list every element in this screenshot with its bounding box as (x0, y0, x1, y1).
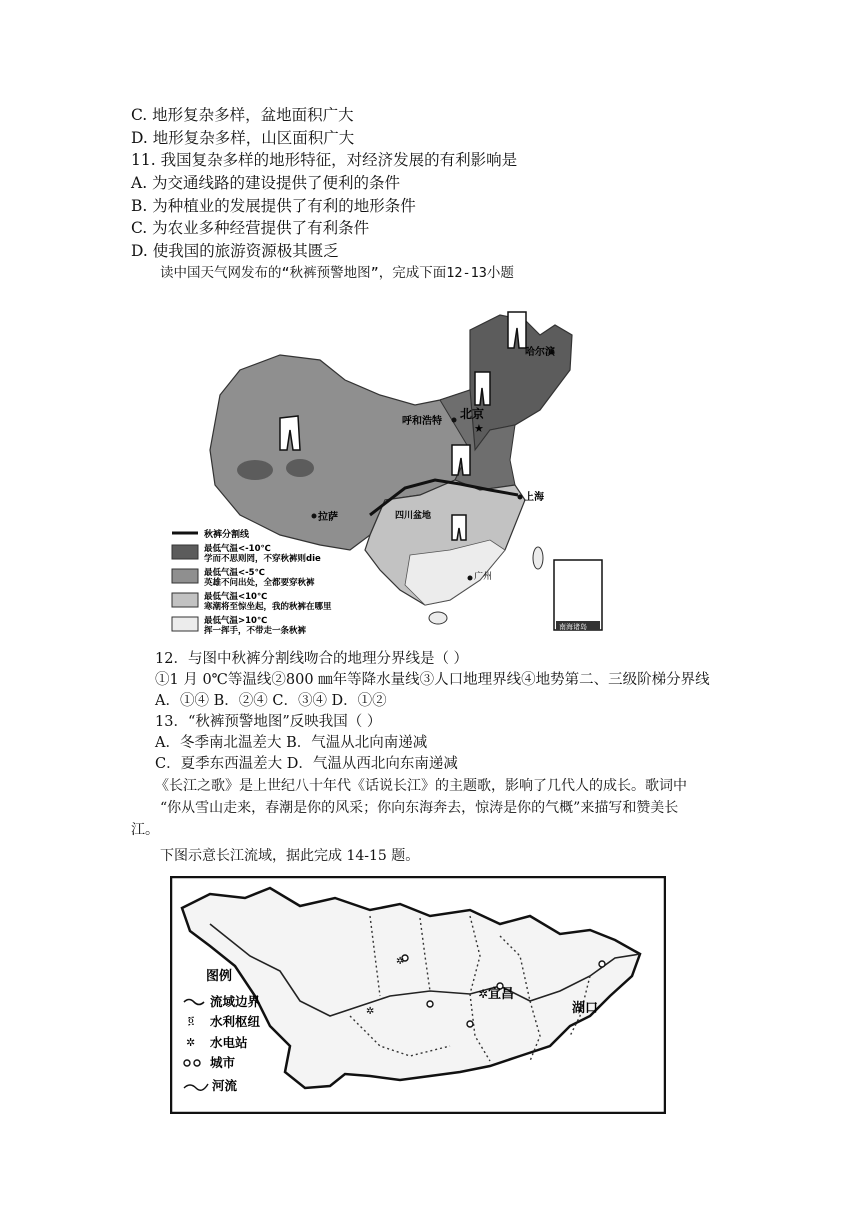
passage-line-1: 《长江之歌》是上世纪八十年代《话说长江》的主题歌，影响了几代人的成长。歌词中 (155, 778, 687, 794)
map-cold-patch-1 (237, 460, 273, 480)
legend-station-label: 水电站 (210, 1035, 248, 1050)
q12-items: ①1 月 0℃等温线②800 ㎜年等降水量线③人口地理界线④地势第二、三级阶梯分界线 (155, 672, 710, 688)
q10-option-d: D. 地形复杂多样，山区面积广大 (131, 129, 355, 147)
south-sea-inset (554, 560, 602, 630)
city-label-lhasa: 拉萨 (318, 512, 338, 523)
map-hainan (429, 612, 447, 624)
city-marker-hohhot (452, 418, 457, 423)
q11-stem: 11. 我国复杂多样的地形特征，对经济发展的有利影响是 (131, 151, 518, 169)
city-label-harbin: 哈尔滨 (525, 347, 555, 358)
legend-city-swatch (184, 1060, 190, 1066)
city-marker-guangzhou (468, 576, 473, 581)
legend-text-2a: 最低气温<-5℃ (204, 568, 265, 578)
legend-city-label: 城市 (210, 1055, 236, 1070)
q12-options: A．①④ B．②④ C．③④ D．①② (155, 693, 387, 709)
city-marker (467, 1021, 473, 1027)
legend-hub-label: 水利枢纽 (210, 1014, 261, 1029)
city-label-shanghai: 上海 (524, 492, 544, 503)
inset-label: 南海诸岛 (559, 623, 587, 631)
city-marker (599, 961, 605, 967)
q11-option-d: D. 使我国的旅游资源极其匮乏 (131, 242, 339, 260)
q11-option-b: B. 为种植业的发展提供了有利的地形条件 (131, 197, 416, 215)
intro-12-13: 读中国天气网发布的“秋裤预警地图”，完成下面12-13小题 (160, 265, 514, 281)
q10-option-c: C. 地形复杂多样，盆地面积广大 (131, 106, 354, 124)
legend-text-1b: 学而不思则罔，不穿秋裤则die (204, 554, 321, 564)
q13-row2: C．夏季东西温差大 D．气温从西北向东南递减 (155, 756, 458, 772)
legend-city-swatch (194, 1060, 200, 1066)
q12-stem: 12．与图中秋裤分割线吻合的地理分界线是（ ） (155, 651, 469, 667)
legend-swatch-1 (172, 545, 198, 559)
legend-text-3b: 寒潮将至惊坐起，我的秋裤在哪里 (204, 602, 332, 612)
legend-boundary-label: 流域边界 (210, 994, 261, 1009)
city-label-guangzhou: 广州 (474, 572, 493, 582)
legend-swatch-2 (172, 569, 198, 583)
legend-text-4b: 挥一挥手，不带走一条秋裤 (204, 626, 307, 636)
city-label-beijing: 北京 (460, 407, 485, 421)
legend-swatch-3 (172, 593, 198, 607)
city-label-hohhot: 呼和浩特 (402, 416, 442, 427)
city-marker-lhasa (312, 514, 317, 519)
q13-stem: 13．“秋裤预警地图”反映我国（ ） (155, 714, 382, 730)
hydro-station-icon: ✲ (366, 1006, 375, 1017)
legend-swatch-4 (172, 617, 198, 631)
yangtze-basin-map (170, 876, 666, 1114)
region-label-sichuan: 四川盆地 (395, 511, 432, 521)
legend-river-label: 河流 (212, 1078, 238, 1093)
passage-line-2: “你从雪山走来，春潮是你的风采；你向东海奔去，惊涛是你的气概”来描写和赞美长 (160, 800, 679, 816)
city-marker (427, 1001, 433, 1007)
star-icon: ★ (474, 422, 484, 435)
hydro-station-icon: ✲ (478, 987, 489, 1001)
hydro-station-icon: ✲ (396, 956, 405, 967)
legend-station-swatch: ✲ (186, 1036, 196, 1049)
legend-title: 图例 (206, 969, 233, 984)
q11-option-a: A. 为交通线路的建设提供了便利的条件 (131, 174, 401, 192)
q11-option-c: C. 为农业多种经营提供了有利条件 (131, 219, 370, 237)
q13-row1: A．冬季南北温差大 B．气温从北向南递减 (155, 735, 428, 751)
city-marker-shanghai (518, 495, 523, 500)
legend-hub-swatch: ፬ (188, 1014, 195, 1027)
legend-text-3a: 最低气温<10℃ (204, 592, 268, 602)
passage-line-3: 江。 (131, 822, 159, 838)
map-taiwan (533, 547, 543, 569)
city-label-yichang: 宜昌 (488, 987, 515, 1002)
legend-text-2b: 英雄不问出处，全都要穿秋裤 (204, 578, 315, 588)
intro-14-15: 下图示意长江流域，据此完成 14-15 题。 (160, 848, 420, 864)
legend-text-4a: 最低气温>10℃ (204, 616, 268, 626)
legend-text-1a: 最低气温<-10℃ (204, 544, 271, 554)
qiuku-warning-map (170, 300, 610, 640)
legend-line-label: 秋裤分割线 (204, 530, 250, 540)
city-label-hukou: 湖口 (572, 1001, 599, 1016)
map-cold-patch-2 (286, 459, 314, 477)
